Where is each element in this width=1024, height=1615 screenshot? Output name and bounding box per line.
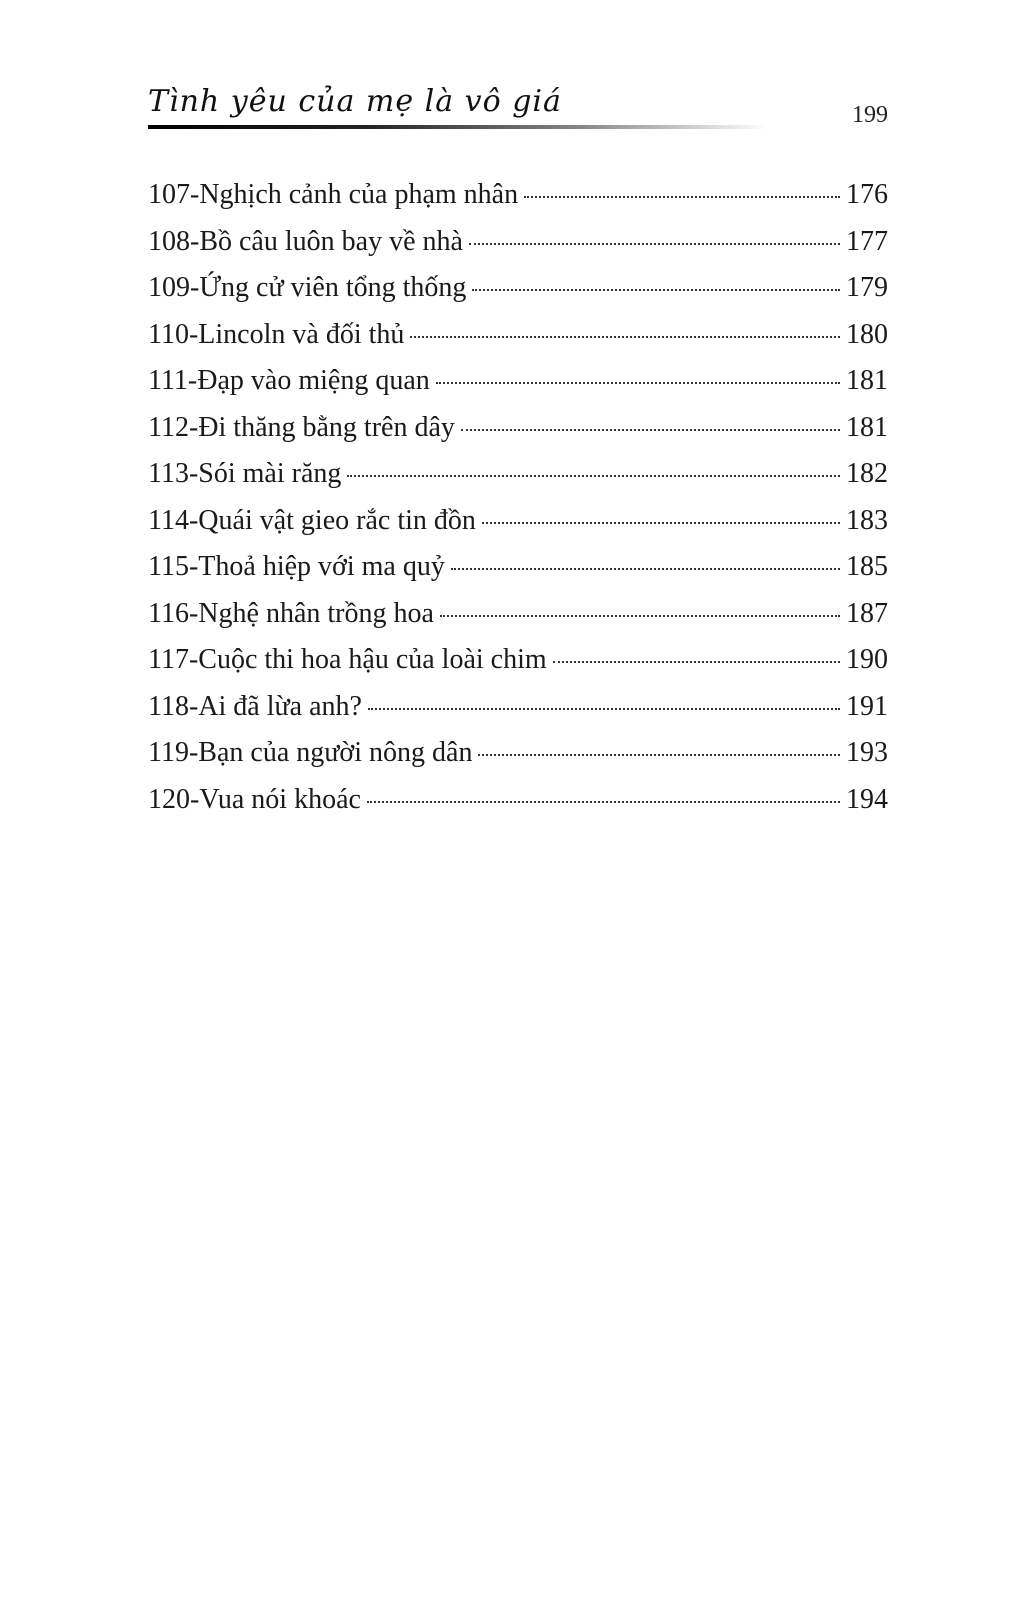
toc-entry <box>148 265 888 312</box>
entry-separator: - <box>187 365 198 396</box>
dot-leader <box>347 475 840 477</box>
entry-title: Nghịch cảnh của phạm nhân <box>199 179 519 210</box>
entry-title: Lincoln và đối thủ <box>198 318 405 350</box>
entry-title: Đạp vào miệng quan <box>197 365 430 396</box>
entry-title: Ứng cử viên tổng thống <box>199 272 467 303</box>
toc-entry <box>148 219 888 266</box>
entry-page: 187 <box>846 597 888 629</box>
entry-page: 176 <box>846 179 888 210</box>
dot-leader <box>436 382 840 384</box>
entry-number: 114 <box>148 504 189 536</box>
entry-title: Thoả hiệp với ma quỷ <box>198 551 445 582</box>
entry-page: 190 <box>846 644 888 675</box>
entry-page: 183 <box>846 504 888 536</box>
dot-leader <box>472 289 840 291</box>
dot-leader <box>482 522 840 524</box>
entry-separator: - <box>190 272 200 303</box>
entry-page: 180 <box>846 318 888 350</box>
toc-entry <box>148 405 888 452</box>
entry-page: 181 <box>846 365 888 396</box>
entry-page: 179 <box>846 272 888 303</box>
entry-separator: - <box>188 597 199 629</box>
toc-entry <box>148 358 888 405</box>
dot-leader <box>451 568 840 570</box>
toc-entry <box>148 591 888 638</box>
entry-page: 182 <box>846 458 888 489</box>
dot-leader <box>367 801 840 803</box>
entry-title: Nghệ nhân trồng hoa <box>198 597 434 629</box>
entry-title: Vua nói khoác <box>199 783 361 815</box>
entry-title: Ai đã lừa anh? <box>198 690 362 722</box>
entry-number: 116 <box>148 597 189 629</box>
dot-leader <box>553 661 840 663</box>
toc-entry <box>148 451 888 498</box>
entry-page: 181 <box>846 411 888 443</box>
book-title: Tình yêu của mẹ là vô giá <box>148 84 562 119</box>
dot-leader <box>368 708 840 710</box>
dot-leader <box>461 429 840 431</box>
entry-title: Đi thăng bằng trên dây <box>198 411 455 443</box>
entry-separator: - <box>188 504 199 536</box>
page-number: 199 <box>852 102 888 128</box>
toc-entry <box>148 730 888 777</box>
entry-number: 119 <box>148 737 189 768</box>
toc-entry <box>148 498 888 545</box>
entry-separator: - <box>190 225 200 257</box>
page-header <box>148 84 888 134</box>
entry-number: 113 <box>148 458 189 489</box>
entry-number: 111 <box>148 365 188 396</box>
toc-entry <box>148 312 888 359</box>
entry-page: 194 <box>846 783 888 815</box>
dot-leader <box>469 243 840 245</box>
entry-separator: - <box>188 551 199 582</box>
dot-leader <box>410 336 840 338</box>
entry-number: 118 <box>148 690 189 722</box>
entry-separator: - <box>188 690 199 722</box>
toc-entry <box>148 777 888 824</box>
toc-entry <box>148 544 888 591</box>
entry-separator: - <box>188 644 199 675</box>
dot-leader <box>524 196 840 198</box>
toc-entry <box>148 684 888 731</box>
entry-number: 117 <box>148 644 189 675</box>
entry-separator: - <box>188 458 199 489</box>
entry-number: 115 <box>148 551 189 582</box>
entry-separator: - <box>188 411 199 443</box>
entry-title: Bạn của người nông dân <box>198 737 473 768</box>
entry-separator: - <box>190 783 200 815</box>
entry-title: Bồ câu luôn bay về nhà <box>199 225 463 257</box>
entry-title: Sói mài răng <box>198 458 342 489</box>
dot-leader <box>478 754 840 756</box>
entry-separator: - <box>188 318 199 350</box>
entry-number: 120 <box>148 783 190 815</box>
table-of-contents <box>148 172 888 823</box>
entry-separator: - <box>188 737 199 768</box>
title-underline <box>148 125 768 129</box>
entry-number: 112 <box>148 411 189 443</box>
entry-title: Quái vật gieo rắc tin đồn <box>198 504 476 536</box>
entry-page: 193 <box>846 737 888 768</box>
toc-entry <box>148 637 888 684</box>
entry-number: 110 <box>148 318 189 350</box>
entry-number: 107 <box>148 179 190 210</box>
entry-page: 177 <box>846 225 888 257</box>
toc-entry <box>148 172 888 219</box>
entry-title: Cuộc thi hoa hậu của loài chim <box>198 644 547 675</box>
entry-page: 191 <box>846 690 888 722</box>
dot-leader <box>440 615 840 617</box>
entry-separator: - <box>190 179 200 210</box>
entry-number: 109 <box>148 272 190 303</box>
entry-number: 108 <box>148 225 190 257</box>
entry-page: 185 <box>846 551 888 582</box>
